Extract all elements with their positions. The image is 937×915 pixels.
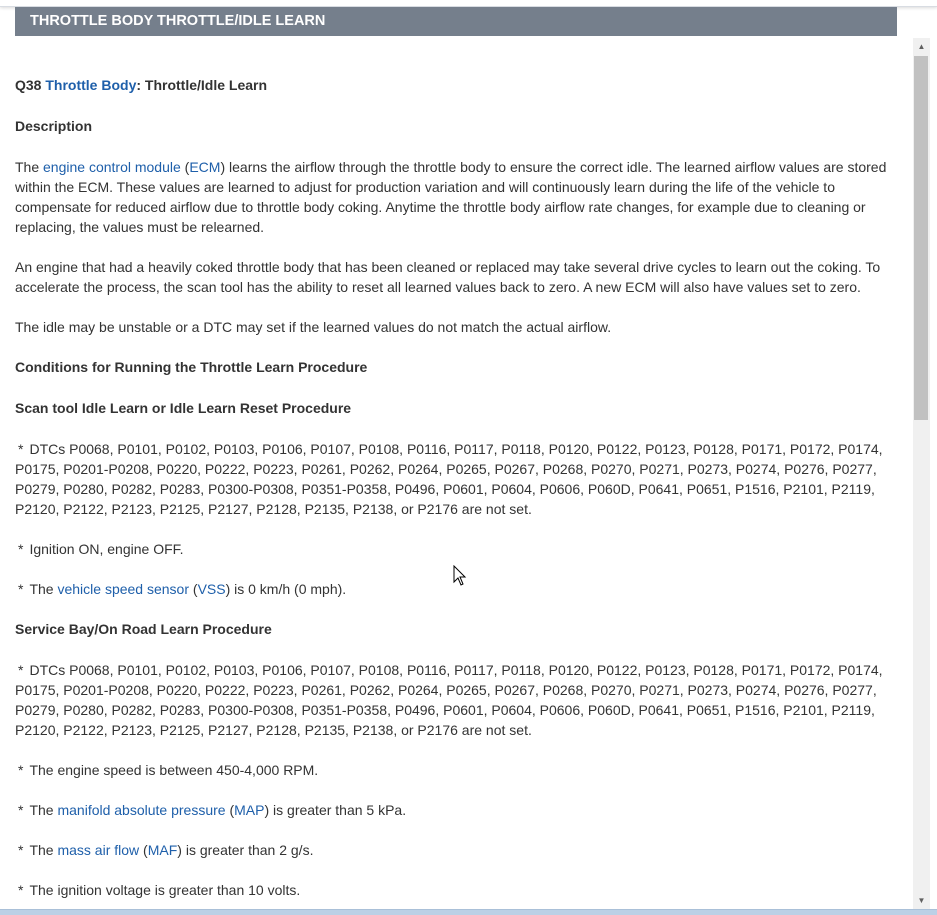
text-span: ) learns the airflow through the throttle body to ensure the correct idle. The learned airflow values are stored within the ECM. These values are learned to adjust for production variation and will continuously learn during the life of the vehicle to compensate for reduced airflow due to throttle body coking. Anytime the throttle body airflow rate changes, for example due to cleaning or replacing, the values must be relearned. <box>15 159 887 235</box>
vehicle-speed-sensor-link[interactable]: vehicle speed sensor <box>57 581 189 597</box>
map-link[interactable]: MAP <box>234 802 265 818</box>
scroll-up-icon[interactable]: ▲ <box>917 42 926 51</box>
procedure-code-suffix: : Throttle/Idle Learn <box>136 77 268 93</box>
text-span: ) is 0 km/h (0 mph). <box>225 581 347 597</box>
engine-control-module-link[interactable]: engine control module <box>43 159 181 175</box>
service-engine-speed-bullet <box>15 760 897 780</box>
bullet-icon: * <box>18 541 24 557</box>
scrollbar-thumb[interactable] <box>914 56 928 420</box>
maf-link[interactable]: MAF <box>147 842 178 858</box>
service-map-bullet <box>15 800 897 820</box>
bullet-icon: * <box>18 842 24 858</box>
text-span: ( <box>225 802 235 818</box>
bullet-icon: * <box>18 762 24 778</box>
bullet-text: Ignition ON, engine OFF. <box>29 541 184 557</box>
bullet-text: DTCs P0068, P0101, P0102, P0103, P0106, P0107, P0108, P0116, P0117, P0118, P0120, P0122, P0123, P0128, P0171, P0172, P0174, P0175, P0201-P0208, P0220, P0222, P0223, P0261, P0262, P0264, P0265, P0267, P0268, P0270, P0271, P0273, P0274, P0276, P0277, P0279, P0280, P0282, P0283, P0300-P0308, P0351-P0358, P0496, P0601, P0604, P0606, P060D, P0641, P0651, P1516, P2101, P2119, P2120, P2122, P2123, P2125, P2127, P2128, P2135, P2138, or P2176 are not set. <box>15 441 883 517</box>
description-heading: Description <box>15 118 93 134</box>
text-span: The <box>29 802 58 818</box>
service-dtc-bullet <box>15 660 897 740</box>
page-title-bar <box>15 7 897 36</box>
scroll-down-icon[interactable]: ▼ <box>917 896 926 905</box>
vss-link[interactable]: VSS <box>197 581 226 597</box>
conditions-heading: Conditions for Running the Throttle Learn Procedure <box>15 359 368 375</box>
service-maf-bullet <box>15 840 897 860</box>
manifold-absolute-pressure-link[interactable]: manifold absolute pressure <box>57 802 226 818</box>
mass-air-flow-link[interactable]: mass air flow <box>57 842 140 858</box>
service-bay-heading: Service Bay/On Road Learn Procedure <box>15 621 272 637</box>
text-span: The <box>29 842 58 858</box>
bullet-icon: * <box>18 662 24 678</box>
bullet-text: The engine speed is between 450-4,000 RPM. <box>29 762 319 778</box>
window-bottom-edge <box>0 909 937 915</box>
text-span: ) is greater than 2 g/s. <box>177 842 314 858</box>
vertical-scrollbar[interactable] <box>913 38 930 909</box>
document-content <box>15 7 897 909</box>
text-span: ) is greater than 5 kPa. <box>264 802 407 818</box>
text-span: ( <box>189 581 198 597</box>
window-top-edge <box>0 0 937 7</box>
service-ignition-voltage-bullet <box>15 880 897 900</box>
description-paragraph-3: The idle may be unstable or a DTC may set if the learned values do not match the actual airflow. <box>15 319 612 335</box>
bullet-text: DTCs P0068, P0101, P0102, P0103, P0106, P0107, P0108, P0116, P0117, P0118, P0120, P0122, P0123, P0128, P0171, P0172, P0174, P0175, P0201-P0208, P0220, P0222, P0223, P0261, P0262, P0264, P0265, P0267, P0268, P0270, P0271, P0273, P0274, P0276, P0277, P0279, P0280, P0282, P0283, P0300-P0308, P0351-P0358, P0496, P0601, P0604, P0606, P060D, P0641, P0651, P1516, P2101, P2119, P2120, P2122, P2123, P2125, P2127, P2128, P2135, P2138, or P2176 are not set. <box>15 662 883 738</box>
text-span: ( <box>180 159 190 175</box>
text-span: The <box>15 159 44 175</box>
procedure-code: Q38 <box>15 77 42 93</box>
scan-tool-heading: Scan tool Idle Learn or Idle Learn Reset Procedure <box>15 400 352 416</box>
procedure-code-line <box>15 75 897 95</box>
throttle-body-link[interactable]: Throttle Body <box>45 77 137 93</box>
description-paragraph-2: An engine that had a heavily coked throttle body that has been cleaned or replaced may take several drive cycles to learn out the coking. To accelerate the process, the scan tool has the ability to reset all learned values back to zero. A new ECM will also have values set to zero. <box>15 259 881 295</box>
bullet-icon: * <box>18 802 24 818</box>
bullet-icon: * <box>18 882 24 898</box>
ecm-link[interactable]: ECM <box>189 159 221 175</box>
text-span: The <box>29 581 58 597</box>
bullet-text: The ignition voltage is greater than 10 volts. <box>29 882 301 898</box>
text-span: ( <box>139 842 148 858</box>
mouse-pointer-icon <box>453 565 467 587</box>
description-paragraph-1 <box>15 157 897 237</box>
bullet-icon: * <box>18 581 24 597</box>
page-title: THROTTLE BODY THROTTLE/IDLE LEARN <box>30 13 326 29</box>
bullet-icon: * <box>18 441 24 457</box>
scan-dtc-bullet <box>15 439 897 519</box>
scan-ignition-bullet <box>15 539 897 559</box>
